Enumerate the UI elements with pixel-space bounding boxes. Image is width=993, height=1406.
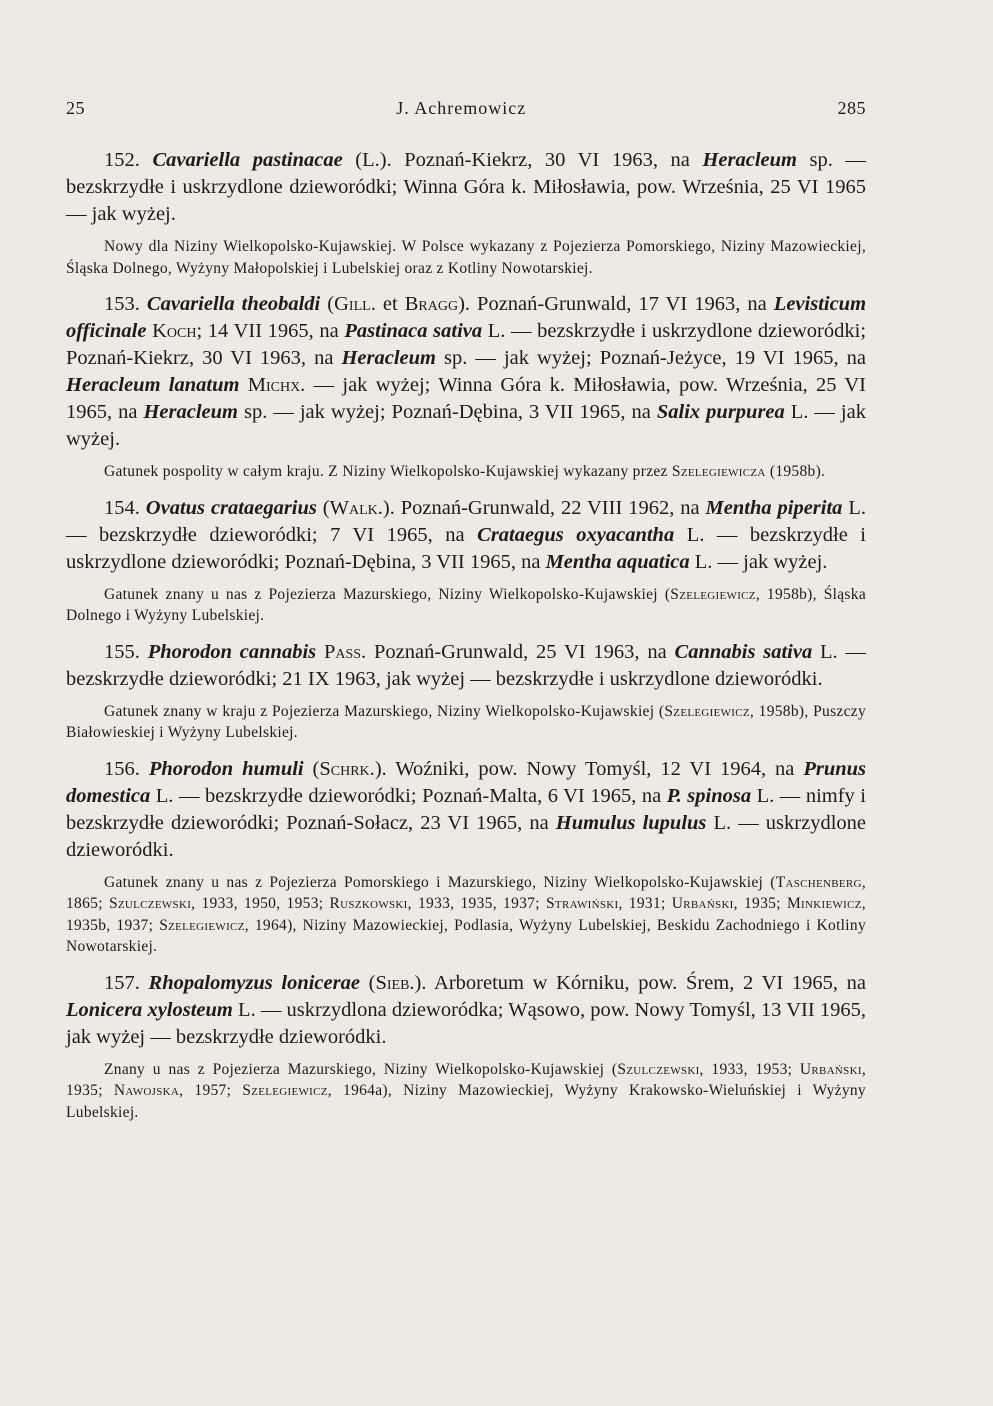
author-name: Walk. <box>329 496 383 519</box>
header-left-number: 25 <box>66 98 85 118</box>
text-run: sp. — jak wyżej; Poznań-Dębina, 3 VII 1965, na <box>238 401 657 423</box>
species-entry <box>66 639 866 693</box>
text-run: Znany u nas z Pojezierza Mazurskiego, Niziny Wielkopolsko-Kujawskiej ( <box>104 1060 618 1078</box>
text-run: L. — bezskrzydłe i uskrzydlone dzieworódki; Poznań-Kiekrz, 30 VI 1963, na <box>66 320 867 369</box>
article-body <box>66 147 866 1123</box>
text-run: Nowy dla Niziny Wielkopolsko-Kujawskiej. W Polsce wykazany z Pojezierza Pomorskiego, Niziny Mazowieckiej, Śląska Dolnego, Wyżyny Małopolskiej i Lubelskiej oraz z Kotliny Nowotarskiej. <box>66 238 866 277</box>
text-run: (L.). Poznań-Kiekrz, 30 VI 1963, na <box>342 149 703 171</box>
author-name: Szulczewski <box>617 1060 700 1078</box>
text-run: ; 14 VII 1965, na <box>196 320 345 342</box>
taxon-name: Levisticum officinale <box>66 293 867 342</box>
text-run: L. — nimfy i bezskrzydłe dzieworódki; Poznań-Sołacz, 23 VI 1965, na <box>66 784 866 834</box>
text-run: , 1931; <box>618 895 672 912</box>
text-run: , 1964), Niziny Mazowieckiej, Podlasia, Wyżyny Lubelskiej, Beskidu Zachodniego i Kotliny Nowotarskiej. <box>66 916 866 955</box>
taxon-name: Mentha aquatica <box>545 550 690 573</box>
text-run: L. — uskrzydlone dzieworódki. <box>66 811 866 861</box>
taxon-name: Cavariella pastinacae <box>152 149 343 171</box>
text-run: L. — bezskrzydłe dzieworódki; Poznań-Malta, 6 VI 1965, na <box>150 784 667 807</box>
distribution-note <box>66 1059 866 1124</box>
author-name: Schrk. <box>319 757 375 780</box>
taxon-name: Heracleum <box>341 347 436 369</box>
author-name: Szulczewski <box>108 895 192 912</box>
taxon-name: Ovatus crataegarius <box>145 496 317 519</box>
entry-number: 152. <box>104 149 153 171</box>
text-run: L. — uskrzydlona dzieworódka; Wąsowo, pow. Nowy Tomyśl, 13 VII 1965, jak wyżej — bezskrzydłe dzieworódki. <box>66 998 866 1048</box>
running-header <box>66 98 866 119</box>
distribution-note <box>66 236 866 279</box>
text-run: ( <box>320 293 335 315</box>
text-run: L. — bezskrzydłe i uskrzydlone dzieworódki; Poznań-Dębina, 3 VII 1965, na <box>66 523 866 573</box>
author-name: Taschenberg <box>775 873 862 891</box>
text-run: L. — jak wyżej. <box>66 401 866 450</box>
taxon-name: Prunus domestica <box>66 757 867 807</box>
text-run: — jak wyżej; Winna Góra k. Miłosławia, pow. Września, 25 VI 1965, na <box>66 374 866 423</box>
taxon-name: Lonicera xylosteum <box>66 998 233 1021</box>
species-entry <box>66 756 866 864</box>
text-run: Poznań-Grunwald, 25 VI 1963, na <box>366 640 675 663</box>
text-run: L. — jak wyżej. <box>689 550 828 573</box>
entry-number: 155. <box>104 640 148 663</box>
author-name: Sieb. <box>375 971 415 994</box>
author-name: Michx. <box>247 374 306 396</box>
taxon-name: Humulus lupulus <box>555 811 707 834</box>
author-name: Szelegiewicz <box>664 702 750 720</box>
author-name: Minkiewicz <box>786 895 862 912</box>
taxon-name: Salix purpurea <box>656 401 785 423</box>
text-run: (1958b). <box>765 463 826 480</box>
text-run: , 1935b, 1937; <box>66 895 866 934</box>
text-run: sp. — bezskrzydłe i uskrzydlone dzieworódki; Winna Góra k. Miłosławia, pow. Września, 25 VI 1965 — jak wyżej. <box>66 149 866 225</box>
author-name: Nawojska <box>113 1082 180 1099</box>
entry-number: 156. <box>104 757 149 780</box>
text-run: , 1958b), Śląska Dolnego i Wyżyny Lubelskiej. <box>66 585 866 624</box>
text-run: et <box>375 293 405 315</box>
taxon-name: Mentha piperita <box>705 496 843 519</box>
taxon-name: Phorodon humuli <box>148 757 304 780</box>
text-run: Gatunek pospolity w całym kraju. Z Niziny Wielkopolsko-Kujawskiej wykazany przez <box>104 463 672 480</box>
taxon-name: Crataegus oxyacantha <box>477 523 675 546</box>
page <box>66 98 866 1135</box>
text-run: , 1957; <box>179 1082 243 1099</box>
taxon-name: Cannabis sativa <box>674 640 813 663</box>
species-entry <box>66 147 866 228</box>
text-run: , 1933, 1953; <box>699 1060 800 1078</box>
text-run: ). Arboretum w Kórniku, pow. Śrem, 2 VI 1965, na <box>414 971 867 994</box>
author-name: Gill. <box>334 293 376 315</box>
species-entry <box>66 291 866 453</box>
species-entry <box>66 970 866 1051</box>
text-run: ( <box>316 496 330 519</box>
text-run: , 1933, 1935, 1937; <box>407 895 546 912</box>
author-name: Szelegiewicz <box>670 585 756 603</box>
entry-number: 154. <box>104 496 146 519</box>
text-run: , 1933, 1950, 1953; <box>191 895 330 912</box>
author-name: Urbański <box>799 1060 862 1078</box>
text-run: Gatunek znany w kraju z Pojezierza Mazurskiego, Niziny Wielkopolsko-Kujawskiej ( <box>104 702 665 720</box>
text-run: L. — bezskrzydłe dzieworódki; 21 IX 1963, jak wyżej — bezskrzydłe i uskrzydlone dzieworódki. <box>66 640 866 690</box>
species-entry <box>66 495 866 576</box>
distribution-note <box>66 701 866 744</box>
taxon-name: P. spinosa <box>666 784 752 807</box>
author-name: Szelegiewicz <box>242 1082 328 1099</box>
text-run: , 1935; <box>733 895 787 912</box>
author-name: Ruszkowski <box>329 895 408 912</box>
text-run: Gatunek znany u nas z Pojezierza Pomorskiego i Mazurskiego, Niziny Wielkopolsko-Kujawskiej ( <box>104 873 776 891</box>
author-name: Pass. <box>323 640 367 663</box>
distribution-note <box>66 461 866 483</box>
taxon-name: Heracleum <box>702 149 797 171</box>
author-name: Strawiński <box>546 895 619 912</box>
entry-number: 157. <box>104 971 149 994</box>
text-run: ). Poznań-Grunwald, 17 VI 1963, na <box>458 293 774 315</box>
taxon-name: Rhopalomyzus lonicerae <box>148 971 360 994</box>
text-run <box>239 374 247 396</box>
text-run: ( <box>359 971 376 994</box>
text-run: L. — bezskrzydłe dzieworódki; 7 VI 1965, na <box>66 496 867 546</box>
text-run: , 1935; <box>66 1060 866 1099</box>
text-run: ). Poznań-Grunwald, 22 VIII 1962, na <box>382 496 706 519</box>
page-number: 285 <box>837 98 866 118</box>
taxon-name: Heracleum <box>143 401 238 423</box>
text-run: , 1865; <box>66 873 866 912</box>
text-run: sp. — jak wyżej; Poznań-Jeżyce, 19 VI 1965, na <box>436 347 867 369</box>
text-run: ( <box>303 757 320 780</box>
taxon-name: Cavariella theobaldi <box>146 293 321 315</box>
taxon-name: Heracleum lanatum <box>66 374 240 396</box>
text-run: ). Woźniki, pow. Nowy Tomyśl, 12 VI 1964, na <box>374 757 804 780</box>
taxon-name: Pastinaca sativa <box>344 320 483 342</box>
text-run <box>316 641 324 663</box>
author-name: Szelegiewicz <box>159 916 245 934</box>
distribution-note <box>66 872 866 958</box>
author-name: Koch <box>152 320 197 342</box>
author-name: Szelegiewicza <box>671 463 766 480</box>
author-name: Urbański <box>671 895 734 912</box>
text-run: , 1964a), Niziny Mazowieckiej, Wyżyny Krakowsko-Wieluńskiej i Wyżyny Lubelskiej. <box>66 1082 866 1121</box>
entry-number: 153. <box>104 293 147 315</box>
text-run: , 1958b), Puszczy Białowieskiej i Wyżyny Lubelskiej. <box>66 702 866 741</box>
author-name: Bragg <box>404 293 459 315</box>
taxon-name: Phorodon cannabis <box>147 640 317 663</box>
header-author: J. Achremowicz <box>396 98 527 118</box>
distribution-note <box>66 584 866 627</box>
text-run: Gatunek znany u nas z Pojezierza Mazurskiego, Niziny Wielkopolsko-Kujawskiej ( <box>104 585 671 603</box>
